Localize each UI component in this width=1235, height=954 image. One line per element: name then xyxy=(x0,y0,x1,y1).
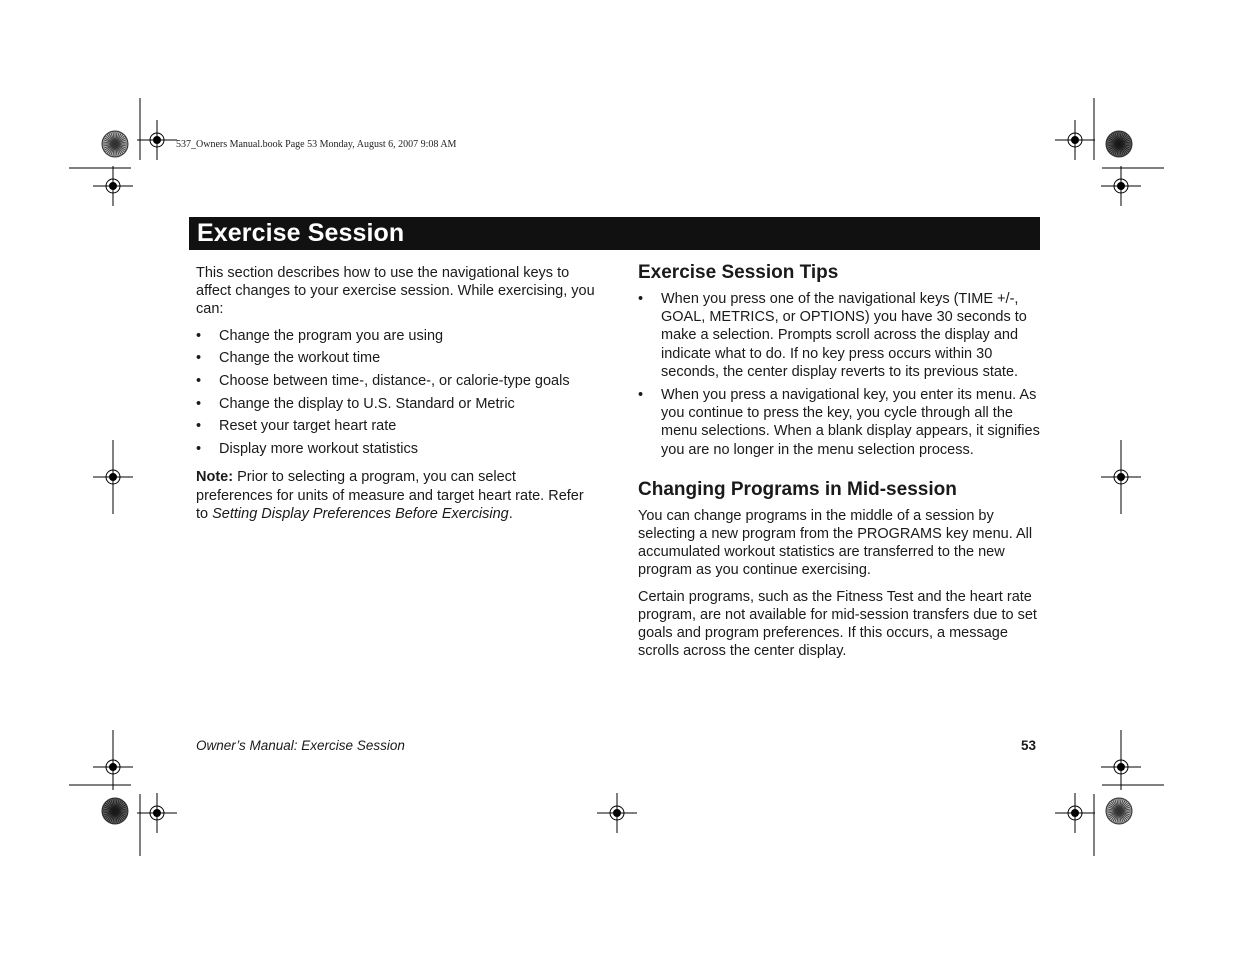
tips-heading: Exercise Session Tips xyxy=(638,262,839,283)
left-column xyxy=(196,264,596,531)
note-paragraph xyxy=(196,468,596,523)
registration-target-icon xyxy=(1055,793,1095,833)
intro-paragraph: This section describes how to use the navigational keys to affect changes to your exercise session. While exercising, you can: xyxy=(196,265,595,318)
registration-target-icon xyxy=(597,793,637,833)
registration-target-icon xyxy=(93,747,133,787)
starburst-registration-icon xyxy=(102,131,128,157)
note-end: . xyxy=(508,505,513,522)
changing-programs-heading: Changing Programs in Mid-session xyxy=(638,478,957,500)
list-item: • Reset your target heart rate xyxy=(196,417,596,435)
registration-target-icon xyxy=(137,793,177,833)
list-item: • Change the workout time xyxy=(196,349,596,367)
note-label: Note: xyxy=(196,469,234,486)
slug-line: 537_Owners Manual.book Page 53 Monday, August 6, 2007 9:08 AM xyxy=(176,139,457,150)
title-bar xyxy=(189,217,1040,250)
registration-target-icon xyxy=(93,166,133,206)
list-item: • Display more workout statistics xyxy=(196,440,596,458)
registration-target-icon xyxy=(1055,120,1095,160)
footer-title: Owner’s Manual: Exercise Session xyxy=(196,738,405,753)
page-title: Exercise Session xyxy=(197,219,405,247)
list-item: • Choose between time-, distance-, or calorie-type goals xyxy=(196,372,596,390)
registration-target-icon xyxy=(137,120,177,160)
capability-list xyxy=(196,327,596,459)
registration-target-icon xyxy=(93,457,133,497)
starburst-registration-icon xyxy=(102,798,128,824)
note-text: Prior to selecting a program, you can select preferences for units of measure and target heart rate. Refer to xyxy=(196,469,584,522)
list-item: • Change the program you are using xyxy=(196,327,596,345)
changing-paragraph: Certain programs, such as the Fitness Test and the heart rate program, are not available for mid-session transfers due to set goals and program preferences. If this occurs, a message scrolls across the center display. xyxy=(638,588,1037,660)
list-item: • Change the display to U.S. Standard or Metric xyxy=(196,395,596,413)
changing-paragraph: You can change programs in the middle of a session by selecting a new program from the PROGRAMS key menu. All accumulated workout statistics are transferred to the new program as you continue exercising. xyxy=(638,507,1033,579)
note-reference: Setting Display Preferences Before Exercising xyxy=(212,505,509,522)
list-item: • When you press a navigational key, you enter its menu. As you continue to press the key, you cycle through all the menu selections. When a blank display appears, it signifies you are no longer in the menu selection process. xyxy=(638,386,1042,459)
starburst-registration-icon xyxy=(1106,131,1132,157)
registration-target-icon xyxy=(1101,166,1141,206)
page-number: 53 xyxy=(1021,738,1037,753)
tips-list xyxy=(638,290,1042,459)
starburst-registration-icon xyxy=(1106,798,1132,824)
right-column xyxy=(638,262,1042,668)
list-item: • When you press one of the navigational keys (TIME +/-, GOAL, METRICS, or OPTIONS) you have 30 seconds to make a selection. Prompts scroll across the display and indicate what to do. If no key press occurs within 30 seconds, the center display reverts to its previous state. xyxy=(638,290,1042,381)
registration-target-icon xyxy=(1101,747,1141,787)
registration-target-icon xyxy=(1101,457,1141,497)
